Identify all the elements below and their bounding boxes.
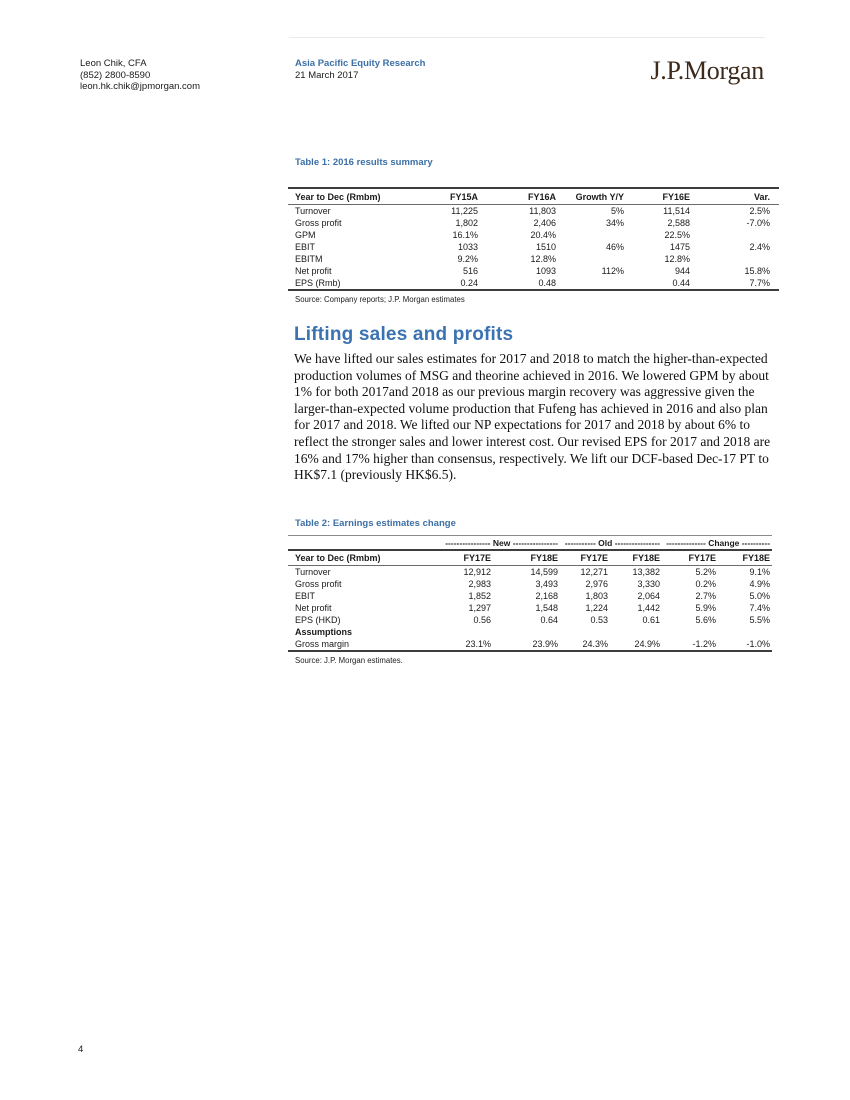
section-body: We have lifted our sales estimates for 2017 and 2018 to match the higher-than-expected production volumes of MSG and theorine achieved in 2016. We lowered GPM by about 1% for both 2017and 2018 as our previous margin recovery was aggressive given the larger-than-expected volume production that Fufeng has achieved in 2016 and also plan for 2017 and 2018. We lifted our NP expectations for 2017 and 2018 by about 6% to reflect the stronger sales and lower interest cost. Our revised EPS for 2017 and 2018 are 16% and 17% higher than consensus, respectively. We lift our DCF-based Dec-17 PT to HK$7.1 (previously HK$6.5).: [294, 351, 771, 483]
table-row: [288, 241, 779, 253]
table-cell: 2,588: [667, 218, 690, 228]
table-cell: 1093: [535, 266, 556, 276]
group-header-spacer: [288, 536, 428, 551]
table-cell: 3,330: [637, 579, 661, 589]
table-cell: 12.8%: [530, 254, 556, 264]
table-cell: Net profit: [295, 266, 332, 276]
table-cell: 944: [674, 266, 690, 276]
table-cell: Gross profit: [295, 218, 342, 228]
column-header: FY17E: [428, 550, 491, 566]
table-cell: Net profit: [295, 603, 332, 613]
table-cell: 24.9%: [634, 639, 661, 649]
table-cell: [690, 253, 779, 265]
table-cell: 2,976: [585, 579, 608, 589]
table-cell: 2,064: [637, 591, 661, 601]
table-cell: 0.53: [590, 615, 608, 625]
table-cell: 12,912: [463, 567, 491, 577]
table-cell: 1,224: [585, 603, 608, 613]
table-row: [288, 578, 772, 590]
table-cell: 3,493: [535, 579, 558, 589]
table1-header-row: [288, 188, 779, 205]
table-cell: 4.9%: [749, 579, 771, 589]
table-cell: 16.1%: [452, 230, 478, 240]
table-cell: Turnover: [295, 567, 331, 577]
table-cell: [556, 277, 624, 290]
column-header: FY16E: [624, 188, 690, 205]
column-header: Year to Dec (Rmbm): [288, 188, 408, 205]
table-cell: 5.6%: [695, 615, 717, 625]
table-cell: 2.5%: [749, 206, 770, 216]
results-summary-table: [288, 187, 779, 291]
table-cell: 0.64: [540, 615, 558, 625]
column-header: Growth Y/Y: [556, 188, 624, 205]
table-cell: Gross profit: [295, 579, 342, 589]
table1-title: Table 1: 2016 results summary: [295, 157, 433, 168]
table-row: [288, 253, 779, 265]
table-cell: [556, 253, 624, 265]
table-cell: EPS (Rmb): [295, 278, 341, 288]
table-cell: 14,599: [530, 567, 558, 577]
column-header: FY16A: [478, 188, 556, 205]
table-cell: EBITM: [295, 254, 323, 264]
page-number: 4: [78, 1044, 84, 1055]
table-cell: 15.8%: [744, 266, 770, 276]
division-link[interactable]: Asia Pacific Equity Research: [295, 58, 426, 69]
table-cell: 1,548: [535, 603, 558, 613]
table2-source: Source: J.P. Morgan estimates.: [295, 656, 403, 665]
table-cell: 22.5%: [664, 230, 690, 240]
analyst-block: [80, 58, 200, 93]
table-cell: 2,983: [468, 579, 491, 589]
table-cell: 2.7%: [695, 591, 717, 601]
analyst-phone: (852) 2800-8590: [80, 69, 151, 81]
table1-source: Source: Company reports; J.P. Morgan estimates: [295, 295, 465, 304]
table-cell: 1,802: [455, 218, 478, 228]
column-header: FY15A: [408, 188, 478, 205]
table-cell: EPS (HKD): [295, 615, 341, 625]
table-cell: 5.2%: [695, 567, 717, 577]
publication-date: 21 March 2017: [295, 69, 359, 81]
table-cell: 11,803: [529, 206, 556, 216]
analyst-name: Leon Chik, CFA: [80, 58, 147, 69]
table-row: [288, 265, 779, 277]
column-header: Var.: [690, 188, 779, 205]
table-cell: 5.0%: [749, 591, 771, 601]
table-cell: 0.48: [538, 278, 556, 288]
group-header-old: ----------- Old ----------------: [558, 536, 660, 551]
table-cell: -1.2%: [692, 639, 717, 649]
table-row: [288, 277, 779, 290]
table-cell: 1,852: [468, 591, 491, 601]
table-row: [288, 614, 772, 626]
table-row: [288, 566, 772, 579]
table-cell: 24.3%: [582, 639, 608, 649]
table-cell: 11,514: [663, 206, 690, 216]
table-cell: 12,271: [580, 567, 608, 577]
table-cell: EBIT: [295, 591, 316, 601]
table-cell: 112%: [601, 266, 624, 276]
table2-title: Table 2: Earnings estimates change: [295, 518, 456, 529]
table-cell: 1,442: [637, 603, 661, 613]
table-cell: 7.4%: [749, 603, 771, 613]
table-cell: 5.5%: [749, 615, 771, 625]
table-cell: 0.56: [473, 615, 491, 625]
table-cell: [556, 229, 624, 241]
section-heading: Lifting sales and profits: [294, 324, 514, 345]
table-cell: 1475: [669, 242, 690, 252]
table-cell: 2,168: [535, 591, 558, 601]
table-cell: 5.9%: [695, 603, 717, 613]
table-cell: 1033: [457, 242, 478, 252]
table-cell: 12.8%: [664, 254, 690, 264]
table-cell: 0.44: [672, 278, 690, 288]
publication-block: [295, 58, 425, 81]
jpmorgan-logo: J.P.Morgan: [650, 56, 764, 85]
table-cell: 1510: [535, 242, 556, 252]
column-header: FY18E: [608, 550, 660, 566]
table-cell: 2.4%: [749, 242, 770, 252]
table-cell: 2,406: [533, 218, 556, 228]
table-cell: 46%: [605, 242, 624, 252]
column-header: FY17E: [660, 550, 716, 566]
table2-group-header-row: [288, 536, 772, 551]
table-row: [288, 590, 772, 602]
table-cell: GPM: [295, 230, 316, 240]
table-cell: EBIT: [295, 242, 316, 252]
table-row: [288, 602, 772, 614]
table2-block: [288, 517, 772, 665]
table-cell: 9.2%: [457, 254, 478, 264]
assumptions-row: [288, 626, 772, 638]
table-cell: Gross margin: [295, 639, 350, 649]
table-cell: 0.61: [642, 615, 661, 625]
table-cell: 5%: [610, 206, 624, 216]
table-cell: -7.0%: [746, 218, 770, 228]
header-divider: [289, 37, 765, 38]
table-cell: 23.9%: [532, 639, 558, 649]
table-cell: 9.1%: [749, 567, 771, 577]
table-cell: -1.0%: [746, 639, 771, 649]
table1-block: [288, 156, 779, 304]
table-cell: 1,297: [468, 603, 491, 613]
table-cell: 516: [462, 266, 478, 276]
table-cell: 13,382: [632, 567, 661, 577]
earnings-estimates-table: [288, 535, 772, 652]
group-header-change: -------------- Change ----------: [660, 536, 772, 551]
column-header: Year to Dec (Rmbm): [288, 550, 428, 566]
table-row: [288, 205, 779, 218]
table-row: [288, 217, 779, 229]
table-cell: 20.4%: [530, 230, 556, 240]
assumptions-label: Assumptions: [295, 627, 353, 637]
table-cell: 0.24: [460, 278, 478, 288]
group-header-new: ---------------- New ----------------: [428, 536, 558, 551]
table-cell: 23.1%: [465, 639, 491, 649]
table-cell: Turnover: [295, 206, 331, 216]
table2-header-row: [288, 550, 772, 566]
table-cell: 7.7%: [749, 278, 770, 288]
column-header: FY17E: [558, 550, 608, 566]
column-header: FY18E: [716, 550, 772, 566]
table-cell: 11,225: [451, 206, 478, 216]
table-row: [288, 638, 772, 651]
table-cell: 34%: [605, 218, 624, 228]
column-header: FY18E: [491, 550, 558, 566]
table-cell: [690, 229, 779, 241]
analyst-email: leon.hk.chik@jpmorgan.com: [80, 81, 201, 92]
table-cell: 1,803: [585, 591, 608, 601]
table-cell: 0.2%: [695, 579, 717, 589]
table-row: [288, 229, 779, 241]
